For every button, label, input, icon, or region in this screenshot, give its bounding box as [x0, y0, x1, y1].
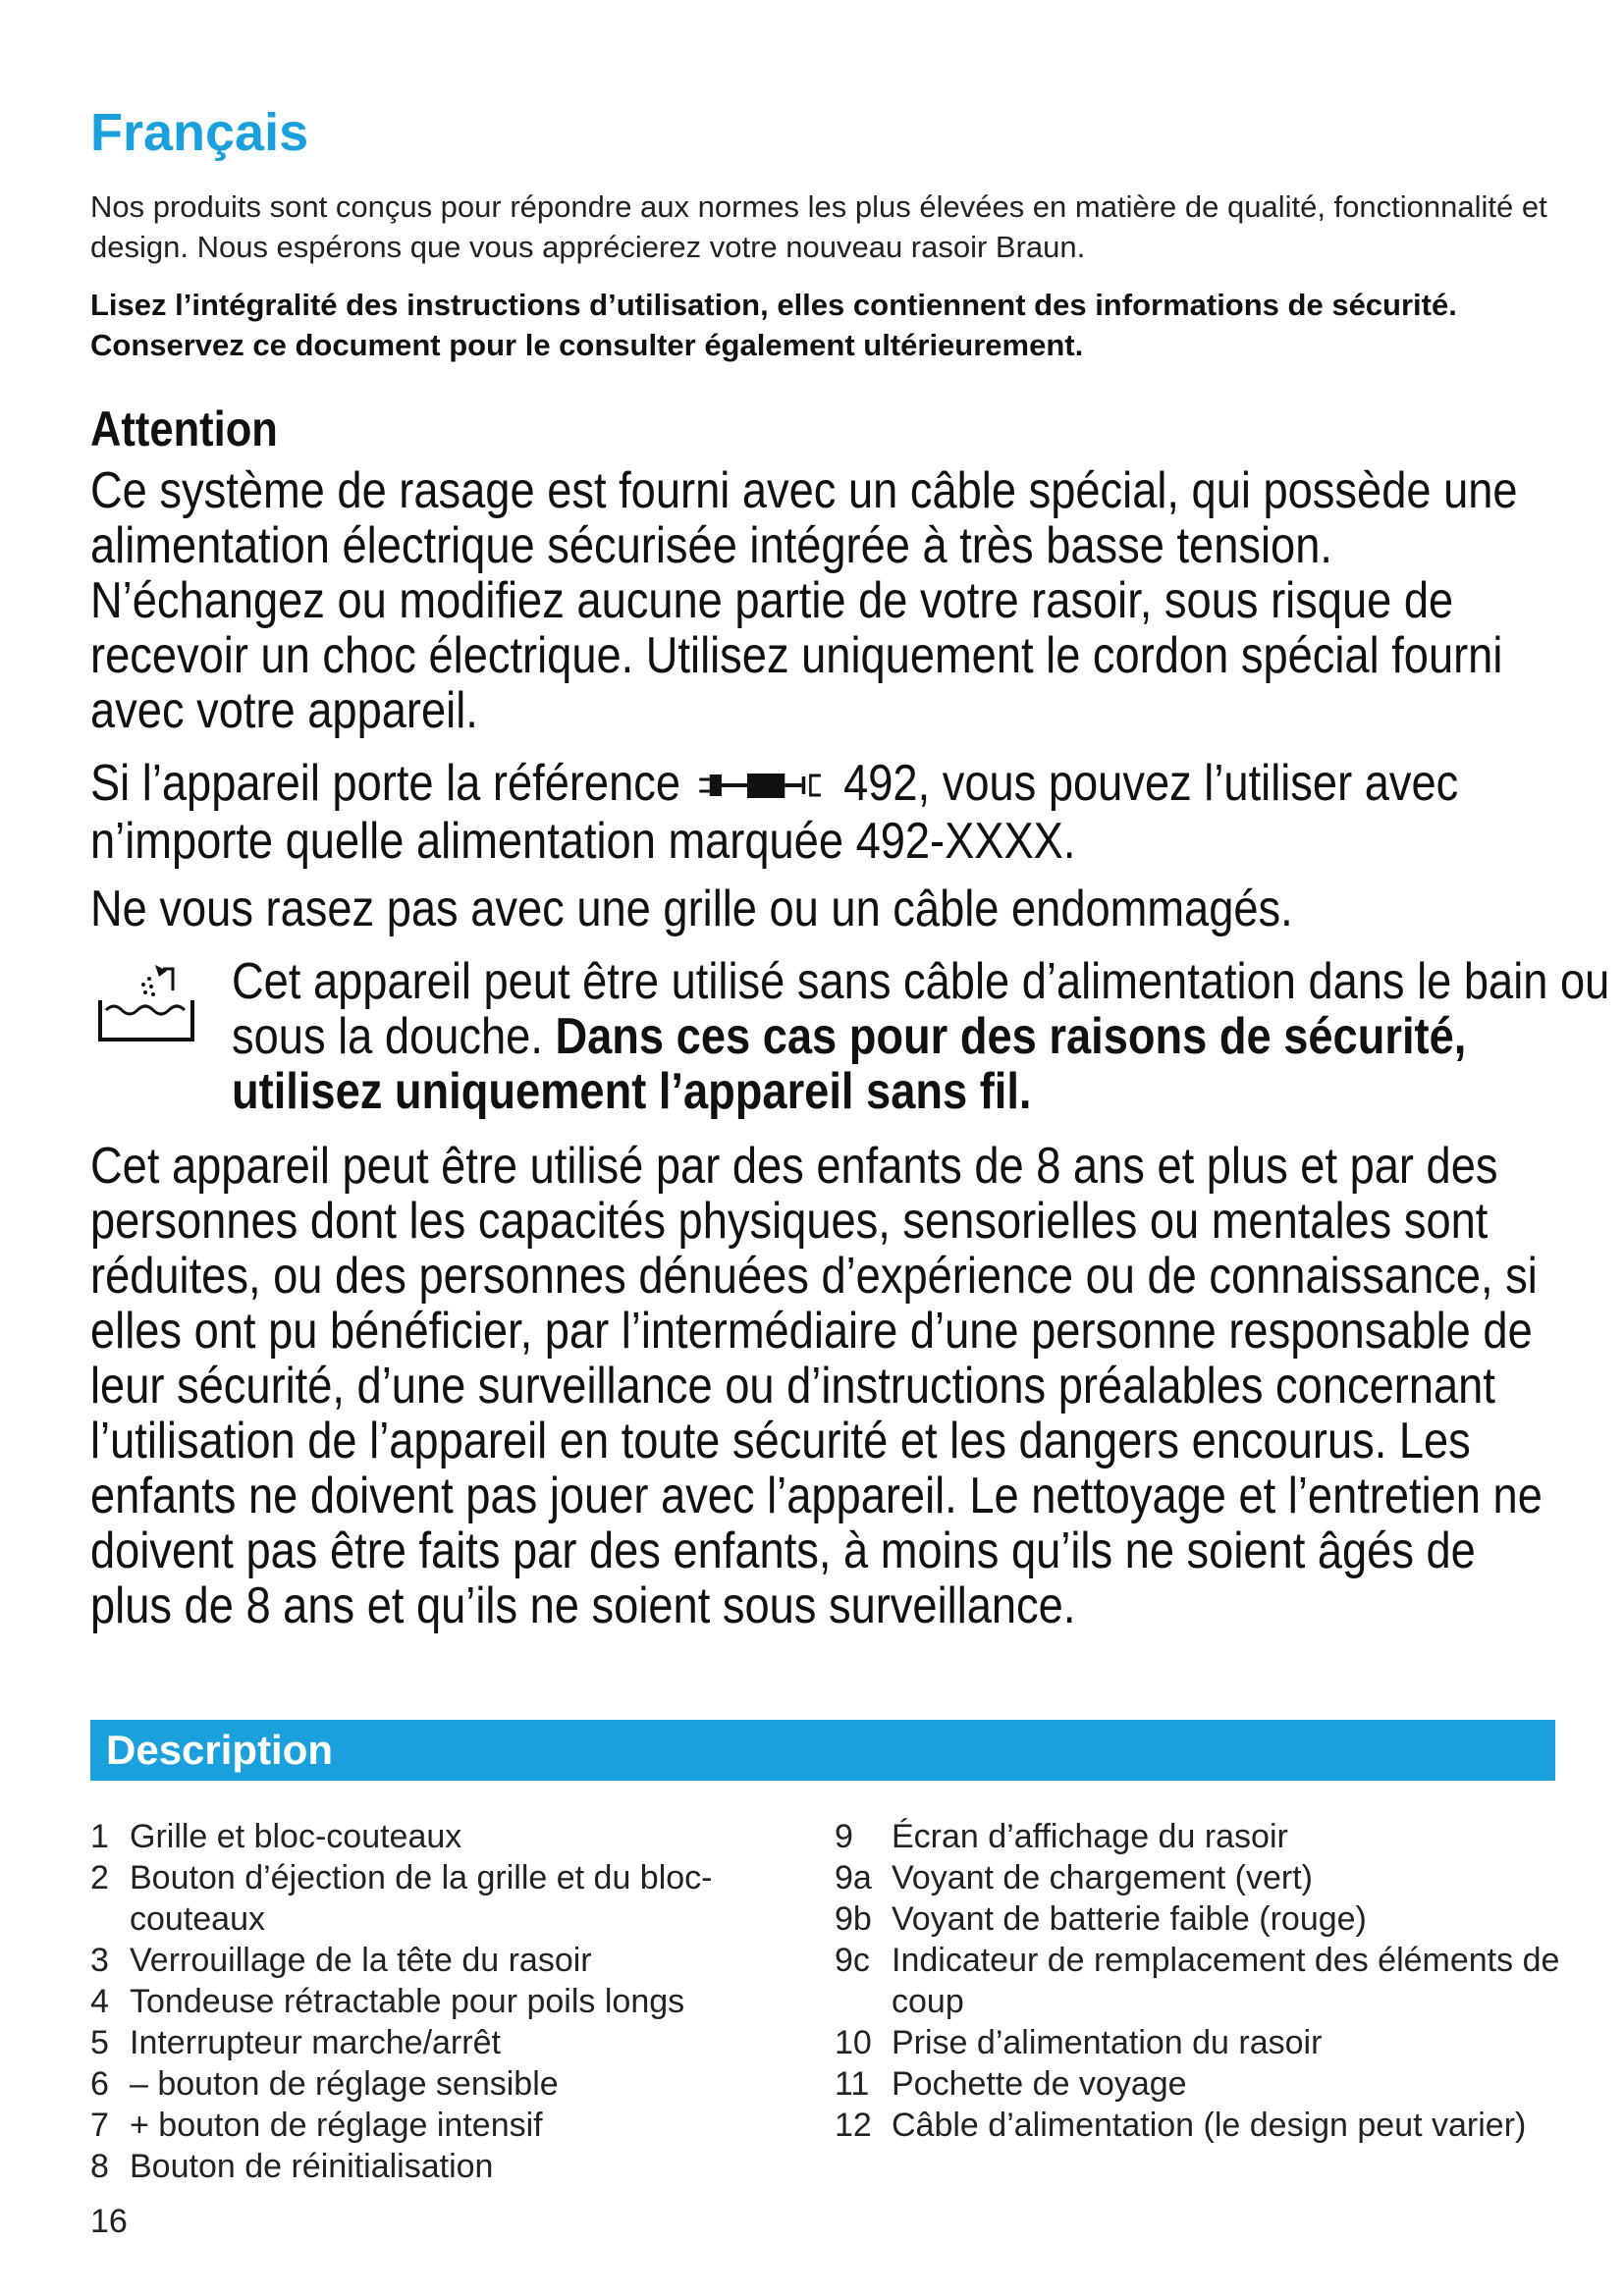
- description-item-number: 4: [90, 1983, 109, 2020]
- description-item-number: 9c: [835, 1942, 870, 1979]
- description-item: [90, 1940, 837, 1981]
- page-heading: Français: [90, 103, 309, 162]
- bath-shower-icon: [90, 957, 200, 1052]
- description-header: Description: [90, 1720, 1555, 1781]
- intro-bold-paragraph: Lisez l’intégralité des instructions d’utilisation, elles contiennent des informations de sécurité. Conservez ce document pour le consulter également ultérieurement.: [90, 288, 1457, 362]
- description-item-label: Grille et bloc-couteaux: [130, 1818, 462, 1855]
- description-item-label: Verrouillage de la tête du rasoir: [130, 1942, 592, 1979]
- description-item: [90, 1816, 837, 1857]
- attention-paragraph-children: Cet appareil peut être utilisé par des enfants de 8 ans et plus et par des personnes dont les capacités physiques, sensorielles ou mentales sont réduites, ou des personnes dénuées d’expérience ou de connaissance, si elles ont pu bénéficier, par l’intermédiaire d’une personne responsable de leur sécurité, d’une surveillance ou d’instructions préalables concernant l’utilisation de l’appareil en toute sécurité et les dangers encourus. Les enfants ne doivent pas jouer avec l’appareil. Le nettoyage et l’entretien ne doivent pas être faits par des enfants, à moins qu’ils ne soient âgés de plus de 8 ans et qu’ils ne soient sous surveillance.: [90, 1138, 1543, 1634]
- description-item-number: 9a: [835, 1859, 872, 1896]
- description-item: [835, 2022, 1561, 2063]
- description-item-number: 11: [835, 2065, 870, 2103]
- bath-text-regular: Cet appareil peut être utilisé sans câble d’alimentation dans le bain ou sous la douche.: [232, 953, 1610, 1065]
- description-item-number: 5: [90, 2024, 109, 2061]
- description-item-label: Voyant de batterie faible (rouge): [892, 1900, 1367, 1938]
- reference-text-before: Si l’appareil porte la référence: [90, 755, 681, 812]
- description-item-label: Bouton d’éjection de la grille et du bloc-couteaux: [130, 1859, 713, 1938]
- description-list-right: [835, 1816, 1561, 2146]
- description-item-label: Écran d’affichage du rasoir: [892, 1818, 1288, 1855]
- intro-paragraph: Nos produits sont conçus pour répondre aux normes les plus élevées en matière de qualité, fonctionnalité et design. Nous espérons que vous apprécierez votre nouveau rasoir Braun.: [90, 189, 1547, 264]
- description-item-number: 7: [90, 2107, 109, 2144]
- description-item-number: 2: [90, 1859, 109, 1896]
- description-item-number: 3: [90, 1942, 109, 1979]
- attention-paragraph-bath: [232, 954, 1615, 1119]
- description-item: [90, 2146, 837, 2187]
- description-item-number: 9: [835, 1818, 853, 1855]
- description-item-label: – bouton de réglage sensible: [130, 2065, 559, 2103]
- description-item-label: + bouton de réglage intensif: [130, 2107, 543, 2144]
- description-item: [835, 1898, 1561, 1940]
- description-item: [90, 2063, 837, 2105]
- attention-paragraph-damaged: Ne vous rasez pas avec une grille ou un câble endommagés.: [90, 881, 1293, 937]
- description-item: [835, 1857, 1561, 1898]
- description-item: [90, 1981, 837, 2022]
- description-item-label: Pochette de voyage: [892, 2065, 1187, 2103]
- description-item-number: 8: [90, 2148, 109, 2185]
- description-item-label: Indicateur de remplacement des éléments de coup: [892, 1942, 1560, 2020]
- attention-title: Attention: [90, 401, 278, 456]
- description-item-label: Prise d’alimentation du rasoir: [892, 2024, 1323, 2061]
- power-supply-plug-icon: [698, 759, 827, 814]
- page-number: 16: [90, 2203, 128, 2240]
- description-item: [835, 1816, 1561, 1857]
- attention-paragraph-cable: Ce système de rasage est fourni avec un câble spécial, qui possède une alimentation électrique sécurisée intégrée à très basse tension. N’échangez ou modifiez aucune partie de votre rasoir, sous risque de recevoir un choc électrique. Utilisez uniquement le cordon spécial fourni avec votre appareil.: [90, 462, 1518, 739]
- description-item: [90, 1857, 837, 1940]
- description-item-number: 9b: [835, 1900, 872, 1938]
- description-item-number: 12: [835, 2107, 872, 2144]
- description-item-number: 6: [90, 2065, 109, 2103]
- description-item-label: Tondeuse rétractable pour poils longs: [130, 1983, 685, 2020]
- reference-text-after: 492, vous pouvez l’utiliser avec n’importe quelle alimentation marquée 492-XXXX.: [90, 755, 1459, 871]
- description-item-label: Bouton de réinitialisation: [130, 2148, 494, 2185]
- description-item: [835, 2105, 1561, 2146]
- description-item-number: 1: [90, 1818, 109, 1855]
- description-list-left: [90, 1816, 837, 2187]
- description-item-number: 10: [835, 2024, 872, 2061]
- description-item-label: Interrupteur marche/arrêt: [130, 2024, 501, 2061]
- description-item: [835, 1940, 1561, 2022]
- description-item: [90, 2105, 837, 2146]
- description-item: [90, 2022, 837, 2063]
- description-item: [835, 2063, 1561, 2105]
- description-item-label: Voyant de chargement (vert): [892, 1859, 1314, 1896]
- bath-text-bold: Dans ces cas pour des raisons de sécurité, utilisez uniquement l’appareil sans fil.: [232, 1008, 1467, 1120]
- attention-paragraph-reference: [90, 756, 1559, 869]
- description-item-label: Câble d’alimentation (le design peut varier): [892, 2107, 1527, 2144]
